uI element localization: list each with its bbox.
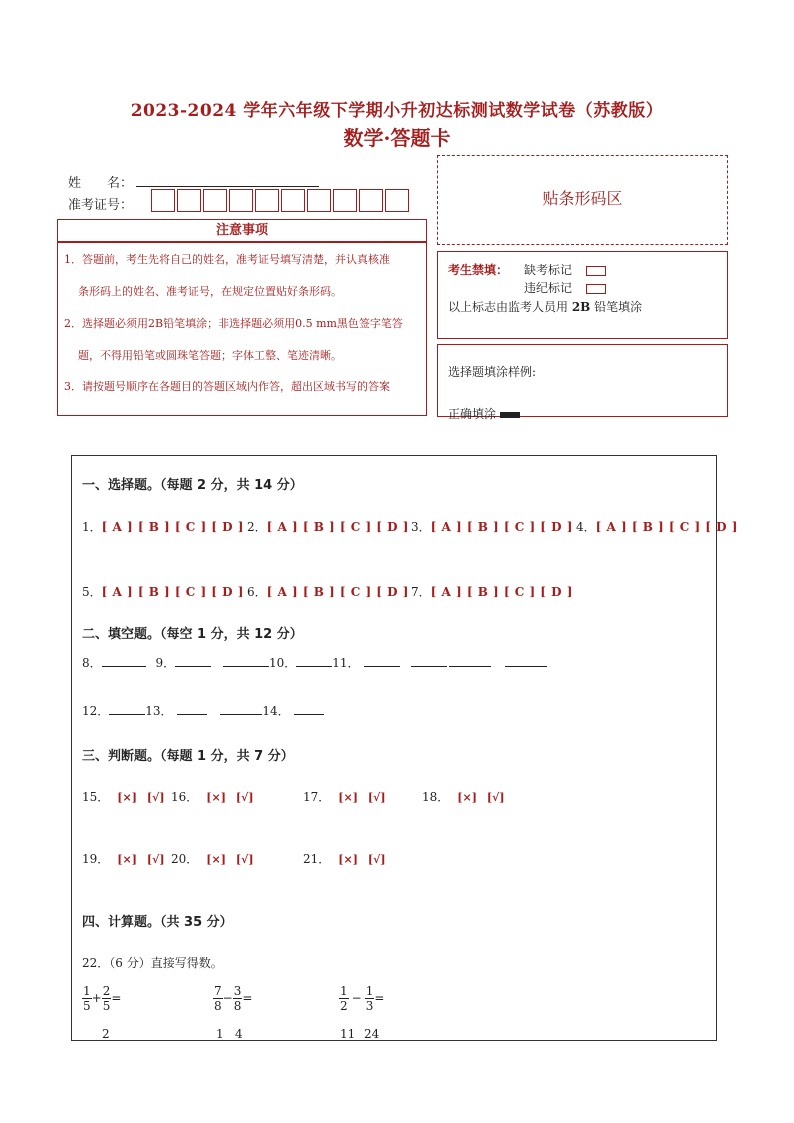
absent-checkbox[interactable] — [586, 266, 606, 276]
judge-q17[interactable] — [303, 788, 386, 805]
mark-right[interactable]: [√] — [235, 853, 254, 866]
choice-q5[interactable] — [82, 583, 244, 600]
id-cell[interactable] — [203, 189, 227, 212]
section-judge-heading: 三、判断题。（每题 1 分，共 7 分） — [82, 749, 294, 764]
denominator: 8 — [233, 999, 242, 1013]
sample-correct — [448, 405, 520, 422]
calc-row2-item2b: 4 — [235, 1027, 243, 1041]
sample-correct-label: 正确填涂 — [448, 407, 497, 421]
violation-label: 违纪标记 — [524, 281, 573, 295]
fraction — [213, 984, 223, 1013]
q9-number: 9． — [155, 656, 176, 670]
q14-number: 14． — [262, 704, 290, 718]
choice-options[interactable]: [ A ] [ B ] [ C ] [ D ] — [101, 585, 244, 599]
blank[interactable] — [223, 654, 269, 667]
blank[interactable] — [109, 702, 145, 715]
q-number: 7． — [411, 585, 431, 599]
notice-body — [57, 242, 427, 416]
blank[interactable] — [294, 702, 324, 715]
mark-right[interactable]: [√] — [146, 853, 165, 866]
blank[interactable] — [364, 654, 400, 667]
choice-q4[interactable] — [576, 518, 738, 535]
note-post: 铅笔填涂 — [590, 300, 643, 314]
answer-sheet-title: 数学·答题卡 — [343, 126, 451, 150]
choice-options[interactable]: [ A ] [ B ] [ C ] [ D ] — [101, 520, 244, 534]
judge-q21[interactable] — [303, 850, 386, 867]
absent-label: 缺考标记 — [524, 263, 573, 277]
choice-options[interactable]: [ A ] [ B ] [ C ] [ D ] — [430, 585, 573, 599]
note-2b: 2B — [571, 300, 591, 314]
judge-q18[interactable] — [422, 788, 505, 805]
blank[interactable] — [175, 654, 211, 667]
fill-row-1 — [82, 654, 547, 671]
q13-number: 13． — [145, 704, 173, 718]
note-pre: 以上标志由监考人员用 — [448, 300, 572, 314]
judge-q16[interactable] — [171, 788, 254, 805]
mark-right[interactable]: [√] — [486, 791, 505, 804]
q-number: 15． — [82, 790, 110, 804]
choice-q2[interactable] — [247, 518, 409, 535]
q-number: 4． — [576, 520, 596, 534]
calc-row2-item1: 2 — [102, 1027, 110, 1041]
denominator: 5 — [83, 999, 91, 1013]
violation-checkbox[interactable] — [586, 284, 606, 294]
q-number: 5． — [82, 585, 102, 599]
notice-line-3: 2．选择题必须用2B铅笔填涂；非选择题必须用0.5 mm黑色签字笔答 — [64, 317, 403, 330]
choice-options[interactable]: [ A ] [ B ] [ C ] [ D ] — [595, 520, 738, 534]
judge-q19[interactable] — [82, 850, 165, 867]
calc-item-3 — [339, 984, 384, 1013]
mark-wrong[interactable]: [×] — [338, 791, 358, 804]
q-number: 17． — [303, 790, 331, 804]
proctor-marks-box — [437, 251, 728, 339]
barcode-label: 贴条形码区 — [542, 189, 623, 208]
mark-wrong[interactable]: [×] — [117, 791, 137, 804]
q12-number: 12． — [82, 704, 110, 718]
name-field[interactable] — [136, 186, 319, 187]
q8-number: 8． — [82, 656, 102, 670]
q-number: 16． — [171, 790, 199, 804]
numerator: 2 — [102, 984, 111, 998]
judge-q20[interactable] — [171, 850, 254, 867]
exam-title: 2023-2024 学年六年级下学期小升初达标测试数学试卷（苏教版） — [130, 101, 664, 121]
numerator: 1 — [83, 984, 91, 998]
choice-options[interactable]: [ A ] [ B ] [ C ] [ D ] — [266, 520, 409, 534]
mark-right[interactable]: [√] — [146, 791, 165, 804]
notice-line-1: 1．答题前，考生先将自己的姓名，准考证号填写清楚，并认真核准 — [64, 253, 390, 266]
id-label: 准考证号： — [68, 198, 134, 213]
denominator: 3 — [365, 999, 374, 1013]
equals: = — [242, 991, 253, 1005]
operator: − — [222, 991, 233, 1005]
choice-options[interactable]: [ A ] [ B ] [ C ] [ D ] — [430, 520, 573, 534]
id-cell[interactable] — [307, 189, 331, 212]
calc-row2-item3b: 24 — [364, 1027, 380, 1041]
denominator: 8 — [214, 999, 222, 1013]
calc-row2-item2a: 1 — [216, 1027, 224, 1041]
calc-row2-item3a: 11 — [340, 1027, 356, 1041]
blank[interactable] — [505, 654, 547, 667]
fraction — [365, 984, 375, 1013]
id-cell[interactable] — [151, 189, 175, 212]
violation-mark[interactable] — [524, 279, 606, 296]
blank[interactable] — [220, 702, 262, 715]
calc-item-1 — [82, 984, 121, 1013]
denominator: 2 — [340, 999, 348, 1013]
equals: = — [374, 991, 385, 1005]
notice-line-2: 条形码上的姓名、准考证号，在规定位置贴好条形码。 — [78, 285, 342, 298]
q-number: 19． — [82, 852, 110, 866]
judge-q15[interactable] — [82, 788, 165, 805]
section-calc-heading: 四、计算题。（共 35 分） — [82, 915, 233, 930]
blank[interactable] — [177, 702, 207, 715]
id-cell[interactable] — [333, 189, 357, 212]
q-number: 21． — [303, 852, 331, 866]
choice-q6[interactable] — [247, 583, 409, 600]
q-number: 6． — [247, 585, 267, 599]
mark-right[interactable]: [√] — [367, 853, 386, 866]
q-number: 1． — [82, 520, 102, 534]
fill-row-2 — [82, 702, 324, 719]
fraction — [339, 984, 349, 1013]
id-cell[interactable] — [229, 189, 253, 212]
id-cell[interactable] — [177, 189, 201, 212]
mark-wrong[interactable]: [×] — [338, 853, 358, 866]
sample-label: 选择题填涂样例: — [448, 365, 537, 379]
numerator: 1 — [340, 984, 348, 998]
id-cell[interactable] — [385, 189, 409, 212]
blank[interactable] — [449, 654, 491, 667]
mark-wrong[interactable]: [×] — [117, 853, 137, 866]
q-number: 18． — [422, 790, 450, 804]
proctor-note — [448, 298, 642, 315]
operator: + — [91, 991, 102, 1005]
mark-right[interactable]: [√] — [367, 791, 386, 804]
notice-line-5: 3．请按题号顺序在各题目的答题区域内作答，超出区域书写的答案 — [64, 380, 390, 393]
id-number-cells[interactable] — [151, 189, 421, 216]
forbidden-label: 考生禁填： — [448, 263, 509, 277]
name-label: 姓 名： — [68, 176, 134, 191]
section-fill-heading: 二、填空题。（每空 1 分，共 12 分） — [82, 627, 303, 642]
notice-header — [57, 219, 427, 242]
q-number: 2． — [247, 520, 267, 534]
q-number: 3． — [411, 520, 431, 534]
mark-wrong[interactable]: [×] — [206, 853, 226, 866]
operator: − — [351, 991, 362, 1005]
numerator: 7 — [214, 984, 222, 998]
q10-number: 10． — [268, 656, 297, 670]
numerator: 1 — [365, 984, 374, 998]
blank[interactable] — [102, 654, 146, 667]
calc-item-2 — [213, 984, 252, 1013]
fraction — [82, 984, 92, 1013]
sample-box — [437, 344, 728, 421]
id-cell[interactable] — [359, 189, 383, 212]
denominator: 5 — [102, 999, 111, 1013]
blank[interactable] — [296, 654, 332, 667]
equals: = — [111, 991, 122, 1005]
choice-q7[interactable] — [411, 583, 573, 600]
notice-heading: 注意事项 — [215, 223, 268, 238]
id-cell[interactable] — [281, 189, 305, 212]
mark-right[interactable]: [√] — [235, 791, 254, 804]
barcode-area — [437, 155, 728, 245]
choice-q1[interactable] — [82, 518, 244, 535]
absent-mark[interactable] — [524, 261, 606, 278]
section-choice-heading: 一、选择题。（每题 2 分，共 14 分） — [82, 478, 303, 493]
choice-q3[interactable] — [411, 518, 573, 535]
notice-line-4: 题，不得用铅笔或圆珠笔答题；字体工整、笔迹清晰。 — [78, 349, 342, 362]
fraction — [102, 984, 112, 1013]
fraction — [233, 984, 243, 1013]
q11-number: 11． — [332, 656, 360, 670]
q22-instruction: 22．（6 分）直接写得数。 — [82, 956, 223, 970]
mark-wrong[interactable]: [×] — [206, 791, 226, 804]
filled-sample-mark — [500, 412, 520, 418]
blank[interactable] — [411, 654, 447, 667]
choice-options[interactable]: [ A ] [ B ] [ C ] [ D ] — [266, 585, 409, 599]
id-cell[interactable] — [255, 189, 279, 212]
numerator: 3 — [233, 984, 242, 998]
mark-wrong[interactable]: [×] — [457, 791, 477, 804]
answer-area — [71, 455, 738, 1041]
q-number: 20． — [171, 852, 199, 866]
